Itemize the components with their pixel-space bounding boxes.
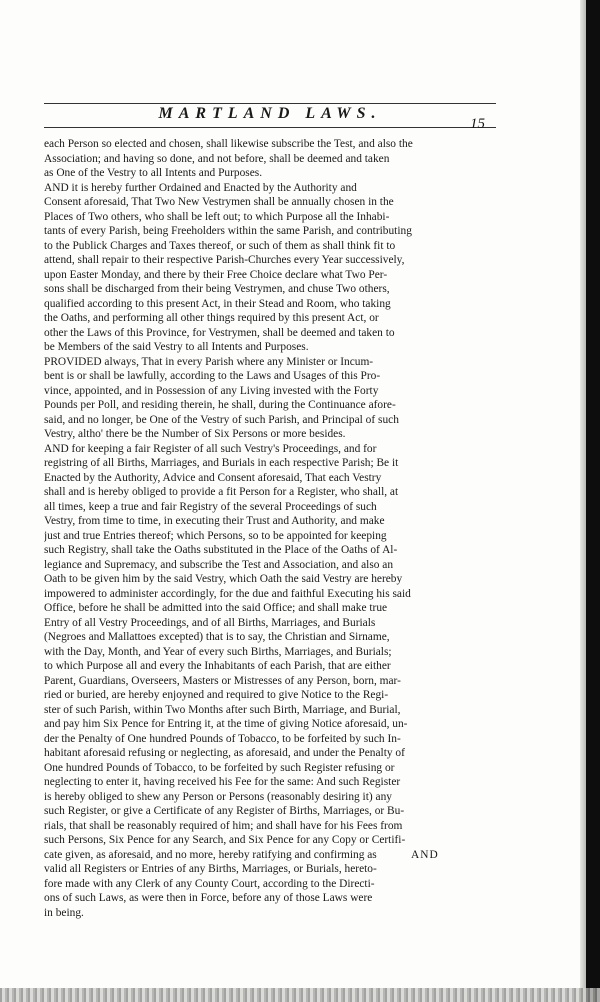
text-line: each Person so elected and chosen, shall likewise subscribe the Test, and also the [44, 138, 413, 150]
text-line: vince, appointed, and in Possession of any Living invested with the Forty [44, 384, 379, 397]
text-line: tants of every Parish, being Freeholders within the same Parish, and contributing [44, 225, 412, 237]
text-line: rials, that shall be reasonably required of him; and shall have for his Fees from [44, 819, 403, 832]
text-line: Pounds per Poll, and residing therein, he shall, during the Continuance afore- [44, 399, 396, 411]
text-line: Places of Two others, who shall be left out; to which Purpose all the Inhabi- [44, 210, 390, 223]
text-line: to the Publick Charges and Taxes thereof, or such of them as shall think fit to [44, 239, 396, 252]
scan-border-right [586, 0, 600, 1002]
running-head: MARTLAND LAWS. [158, 105, 382, 122]
text-line: AND for keeping a fair Register of all such Vestry's Proceedings, and for [44, 442, 377, 455]
text-line: just and true Entries thereof; which Persons, so to be appointed for keeping [44, 529, 387, 542]
text-line: the Oaths, and performing all other things required by this present Act, or [44, 312, 379, 324]
text-line: upon Easter Monday, and there by their Free Choice declare what Two Per- [44, 268, 388, 281]
text-line: all times, keep a true and fair Registry of the several Proceedings of such [44, 500, 377, 513]
text-line: as One of the Vestry to all Intents and Purposes. [44, 167, 263, 179]
text-line: Enacted by the Authority, Advice and Consent aforesaid, That each Vestry [44, 471, 382, 484]
page-number: 15 [470, 116, 485, 132]
text-line: Parent, Guardians, Overseers, Masters or Mistresses of any Person, born, mar- [44, 674, 401, 687]
header-rule-bottom [44, 127, 496, 128]
text-line: neglecting to enter it, having received his Fee for the same: And such Register [44, 776, 401, 788]
body-text [44, 137, 496, 920]
text-line: Entry of all Vestry Proceedings, and of all Births, Marriages, and Burials [44, 616, 376, 629]
text-line: Vestry, altho' there be the Number of Six Persons or more besides. [44, 428, 346, 440]
text-line: Consent aforesaid, That Two New Vestrymen shall be annually chosen in the [44, 196, 394, 208]
text-line: registring of all Births, Marriages, and Burials in each respective Parish; Be it [44, 457, 399, 469]
text-line: other the Laws of this Province, for Vestrymen, shall be deemed and taken to [44, 326, 395, 339]
text-line: PROVIDED always, That in every Parish where any Minister or Incum- [44, 355, 374, 368]
text-line: sons shall be discharged from their being Vestrymen, and chuse Two others, [44, 283, 390, 295]
text-line: ried or buried, are hereby enjoyned and required to give Notice to the Regi- [44, 689, 389, 701]
text-line: habitant aforesaid refusing or neglecting, as aforesaid, and under the Penalty of [44, 747, 405, 759]
text-line: in being. [44, 906, 84, 919]
text-line: fore made with any Clerk of any County Court, according to the Directi- [44, 877, 375, 890]
text-line: valid all Registers or Entries of any Births, Marriages, or Burials, hereto- [44, 863, 377, 875]
text-line: is hereby obliged to shew any Person or Persons (reasonably desiring it) any [44, 790, 392, 803]
text-line: Oath to be given him by the said Vestry, which Oath the said Vestry are hereby [44, 573, 403, 585]
text-line: with the Day, Month, and Year of every such Births, Marriages, and Burials; [44, 645, 392, 658]
text-line: Association; and having so done, and not before, shall be deemed and taken [44, 152, 390, 165]
text-line: to which Purpose all and every the Inhabitants of each Parish, that are either [44, 660, 391, 672]
text-line: legiance and Supremacy, and subscribe the Test and Association, and also an [44, 558, 394, 571]
text-line: (Negroes and Mallattoes excepted) that is to say, the Christian and Sirname, [44, 631, 390, 643]
text-line: bent is or shall be lawfully, according to the Laws and Usages of this Pro- [44, 370, 381, 382]
text-line: One hundred Pounds of Tobacco, to be forfeited by such Register refusing or [44, 761, 395, 774]
text-line: ons of such Laws, as were then in Force, before any of those Laws were [44, 892, 373, 904]
scan-border-bottom [0, 988, 600, 1002]
text-line: impowered to administer accordingly, for the due and faithful Executing his said [44, 587, 411, 600]
text-line: cate given, as aforesaid, and no more, hereby ratifying and confirming as [44, 848, 377, 861]
text-line: and pay him Six Pence for Entring it, at the time of giving Notice aforesaid, un- [44, 718, 408, 730]
page-header [44, 100, 496, 130]
header-rule-top [44, 103, 496, 104]
text-line: Office, before he shall be admitted into the said Office; and shall make true [44, 602, 388, 614]
text-line: such Persons, Six Pence for any Search, and Six Pence for any Copy or Certifi- [44, 834, 406, 846]
text-line: Vestry, from time to time, in executing their Trust and Authority, and make [44, 515, 385, 527]
text-line: such Registry, shall take the Oaths substituted in the Place of the Oaths of Al- [44, 544, 398, 556]
text-line: qualified according to this present Act, in their Stead and Room, who taking [44, 297, 391, 310]
catchword: AND [411, 849, 439, 861]
text-line: ster of such Parish, within Two Months after such Birth, Marriage, and Burial, [44, 703, 401, 716]
text-line: attend, shall repair to their respective Parish-Churches every Year successively, [44, 254, 405, 266]
text-line: shall and is hereby obliged to provide a fit Person for a Register, who shall, at [44, 486, 399, 498]
text-line: der the Penalty of One hundred Pounds of Tobacco, to be forfeited by such In- [44, 732, 401, 745]
text-line: be Members of the said Vestry to all Intents and Purposes. [44, 341, 309, 353]
text-line: AND it is hereby further Ordained and Enacted by the Authority and [44, 181, 357, 194]
text-line: said, and no longer, be One of the Vestry of such Parish, and Principal of such [44, 413, 399, 426]
text-line: such Register, or give a Certificate of any Register of Births, Marriages, or Bu- [44, 805, 405, 817]
